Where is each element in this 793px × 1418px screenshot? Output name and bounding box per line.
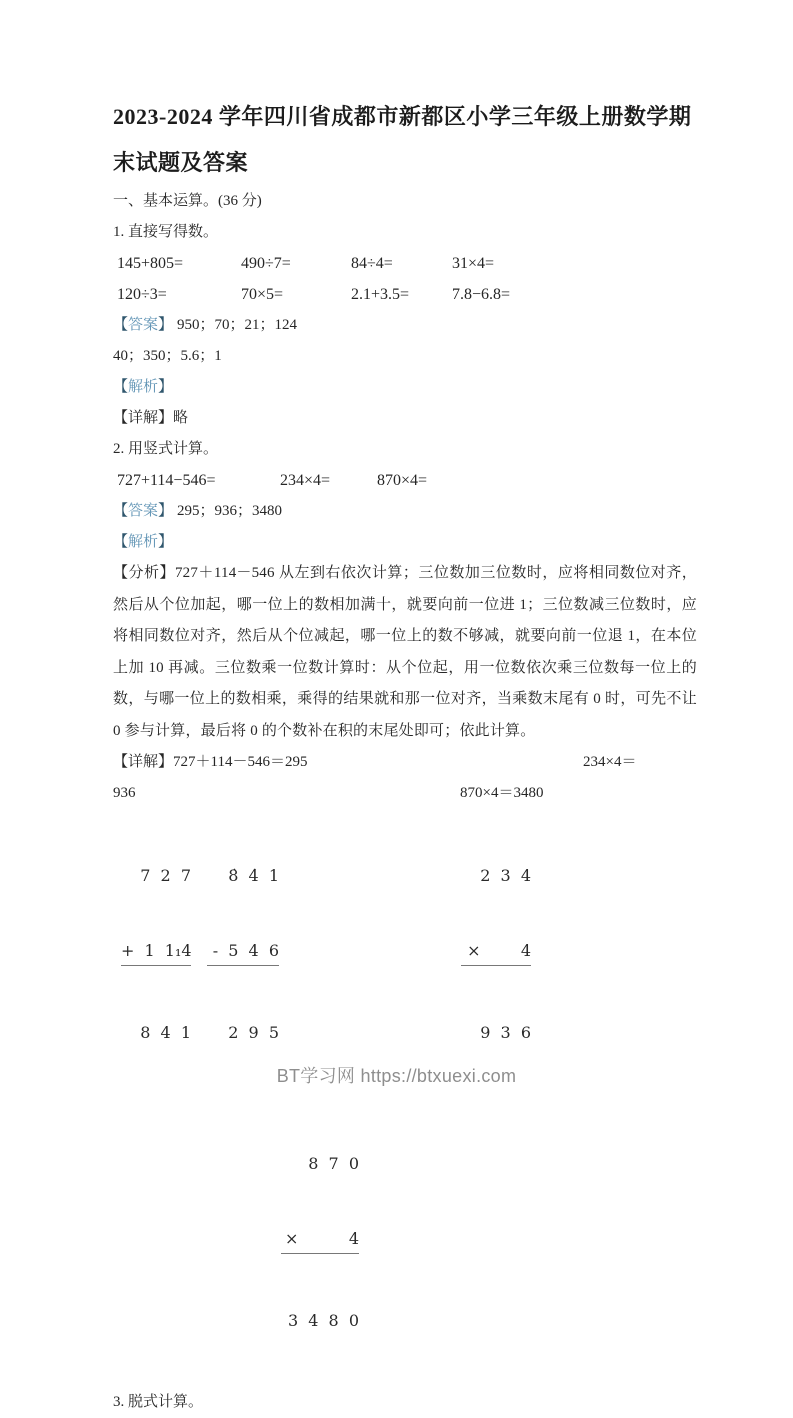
q2-detail-left: 【详解】727＋114－546＝295 [113,754,308,770]
math-expression: 727+114−546= [117,472,216,489]
vertical-calc-multiplication-234 [461,813,531,1095]
marker-bracket-open: 【 [113,379,129,395]
vc-bottom-operand: + 1 1₁4 [121,938,191,966]
page-title-line2: 末试题及答案 [113,150,249,175]
vertical-calculations-row [113,813,697,1095]
math-expression: 145+805= [117,255,184,272]
vc-top-operand: 7 2 7 [140,866,191,885]
math-expression: 70×5= [241,286,284,303]
marker-label: 解析 [128,534,159,550]
q1-explain-line [113,372,697,403]
marker-bracket-open: 【 [113,503,129,519]
vc-result: 9 3 6 [480,1023,531,1042]
page-title-line1: 2023-2024 学年四川省成都市新都区小学三年级上册数学期 [113,104,692,129]
page-title [113,94,697,186]
vertical-calc-subtraction [207,813,279,1095]
marker-bracket-close: 】 [158,503,174,519]
vc-result: 3 4 8 0 [288,1311,359,1330]
q2-detail-right2-expression: 870×4＝3480 [460,785,544,801]
math-expression: 120÷3= [117,286,167,303]
marker-label: 答案 [128,503,159,519]
q2-answer-values: 295；936；3480 [177,503,283,519]
math-expression: 2.1+3.5= [351,286,410,303]
vc-result: 8 4 1 [140,1023,191,1042]
math-expression: 7.8−6.8= [452,286,511,303]
q2-detail-left2: 936 [113,785,136,801]
marker-bracket-close: 】 [158,317,174,333]
marker-label: 答案 [128,317,159,333]
marker-label: 解析 [128,379,159,395]
vc-result: 2 9 5 [228,1023,279,1042]
q1-answer-line2: 40；350；5.6；1 [113,348,222,364]
q1-answer-line1 [113,310,697,341]
answer-marker [113,317,173,333]
vertical-calculations-row2 [113,1101,697,1383]
site-watermark: BT学习网 https://btxuexi.com [276,1066,517,1086]
q2-analysis-paragraph: 【分析】727＋114－546 从左到右依次计算；三位数加三位数时，应将相同数位对齐，然后从个位加起，哪一位上的数相加满十，就要向前一位进 1；三位数减三位数时，应将相同数位对齐，然后从个位减起，哪一位上的数不够减，就要向前一位退 1，在本位上加 10 再减。三位数乘一位数计算时：从个位起，用一位数依次乘三位数每一位上的数，与哪一位上的数相乘，乘得的结果就和那一位对齐，当乘数末尾有 0 时，可先不让 0 参与计算，最后将 0 的个数补在积的末尾处即可；依此计算。 [113,565,697,739]
vc-bottom-operand: × 4 [281,1226,359,1254]
math-expression: 234×4= [280,472,331,489]
q1-expressions-row1 [113,248,697,279]
marker-bracket-close: 】 [158,534,174,550]
q2-detail-line2 [113,778,697,809]
q2-expressions-row [113,465,697,496]
q2-detail-right-expression: 234×4＝ [583,754,637,770]
q1-expressions-row2 [113,279,697,310]
vc-top-operand: 2 3 4 [480,866,531,885]
marker-bracket-open: 【 [113,534,129,550]
math-expression: 84÷4= [351,255,393,272]
question2-label: 2. 用竖式计算。 [113,441,219,457]
math-expression: 31×4= [452,255,495,272]
section-heading: 一、基本运算。(36 分) [113,193,262,209]
vc-top-operand: 8 7 0 [308,1154,359,1173]
q2-answer-line [113,496,697,527]
math-expression: 870×4= [377,472,428,489]
question1-label: 1. 直接写得数。 [113,224,219,240]
q2-detail-line [113,747,697,778]
q1-detail-line: 【详解】略 [113,410,189,426]
math-expression: 490÷7= [241,255,291,272]
marker-bracket-close: 】 [158,379,174,395]
explain-marker [113,379,173,395]
vc-bottom-operand: - 5 4 6 [207,938,279,966]
vertical-calc-multiplication-870 [281,1101,359,1383]
vc-top-operand: 8̇ 4̇ 1 [228,866,279,885]
vertical-calc-addition [121,813,191,1095]
question3-label: 3. 脱式计算。 [113,1394,204,1410]
explain-marker [113,534,173,550]
answer-marker [113,503,173,519]
document-content [113,0,697,1418]
marker-bracket-open: 【 [113,317,129,333]
q2-explain-line [113,527,697,558]
vc-bottom-operand: × 4 [461,938,531,966]
q1-answer-values: 950；70；21；124 [177,317,298,333]
